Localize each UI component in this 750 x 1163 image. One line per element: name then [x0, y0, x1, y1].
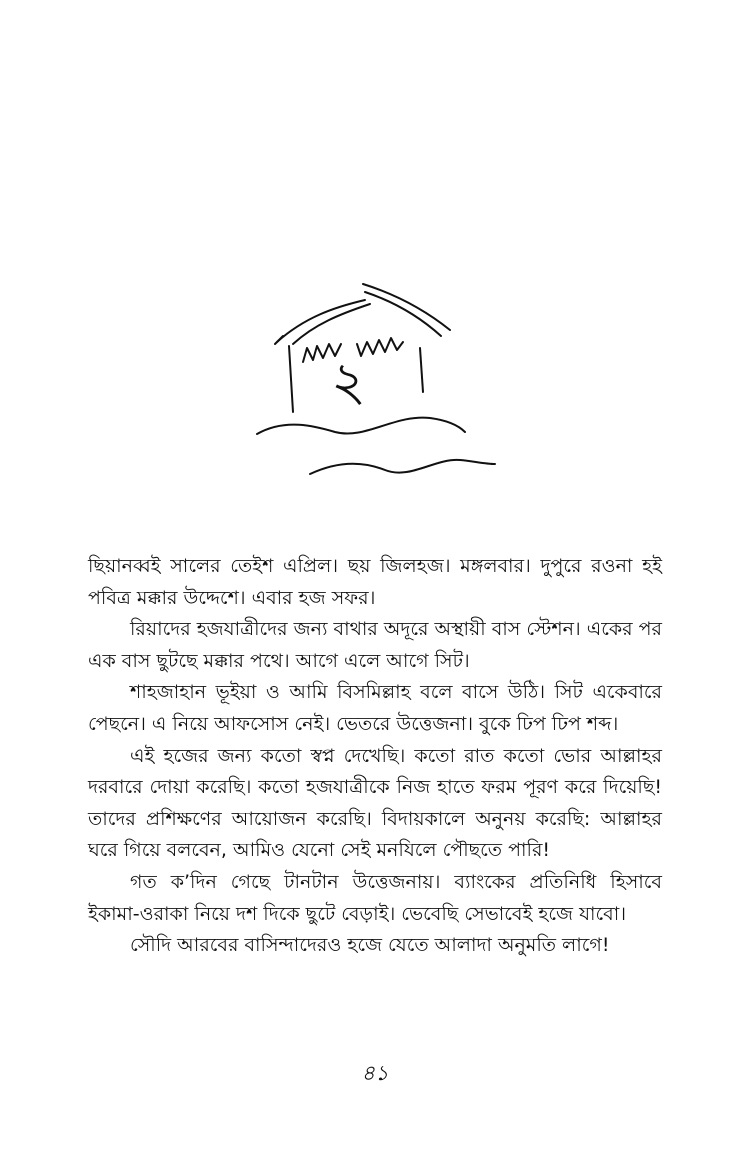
right-wall: [420, 348, 423, 392]
body-text: [88, 551, 662, 962]
wave-1: [257, 418, 465, 434]
paragraph: শাহজাহান ভূইয়া ও আমি বিসমিল্লাহ বলে বাসে উঠি। সিট একেবারে পেছনে। এ নিয়ে আফসোস নেই। ভেতরে উত্তেজনা। বুকে ঢিপ ঢিপ শব্দ।: [88, 681, 662, 735]
paragraph: রিয়াদের হজযাত্রীদের জন্য বাথার অদূরে অস্থায়ী বাস স্টেশন। একের পর এক বাস ছুটছে মক্কার পথে। আগে এলে আগে সিট।: [88, 618, 662, 672]
chapter-number: ২: [331, 350, 367, 413]
paragraph: গত ক’দিন গেছে টানটান উত্তেজনায়। ব্যাংকের প্রতিনিধি হিসাবে ইকামা-ওরাকা নিয়ে দশ দিকে ছুটে বেড়াই। ভেবেছি সেভাবেই হজে যাবো।: [88, 870, 662, 925]
wave-2: [310, 460, 495, 474]
kaaba-sketch-icon: [245, 282, 505, 492]
left-wall: [289, 346, 293, 412]
page-number: ৪১: [361, 1061, 389, 1085]
chapter-illustration: [245, 282, 505, 492]
roof-stroke-1: [277, 300, 365, 342]
roof-stroke-3: [363, 284, 450, 330]
paragraph: এই হজের জন্য কতো স্বপ্ন দেখেছি। কতো রাত কতো ভোর আল্লাহর দরবারে দোয়া করেছি। কতো হজযাত্রীকে নিজ হাতে ফরম পূরণ করে দিয়েছি! তাদের প্রশিক্ষণের আয়োজন করেছি। বিদায়কালে অনুনয় করেছি: আল্লাহর ঘরে গিয়ে বলবেন, আমিও যেনো সেই মনযিলে পৌছতে পারি!: [88, 744, 662, 862]
paragraph: ছিয়ানব্বই সালের তেইশ এপ্রিল। ছয় জিলহজ। মঙ্গলবার। দুপুরে রওনা হই পবিত্র মক্কার উদ্দেশে। এবার হজ সফর।: [88, 555, 662, 609]
paragraph: সৌদি আরবের বাসিন্দাদেরও হজে যেতে আলাদা অনুমতি লাগে!: [130, 934, 610, 957]
